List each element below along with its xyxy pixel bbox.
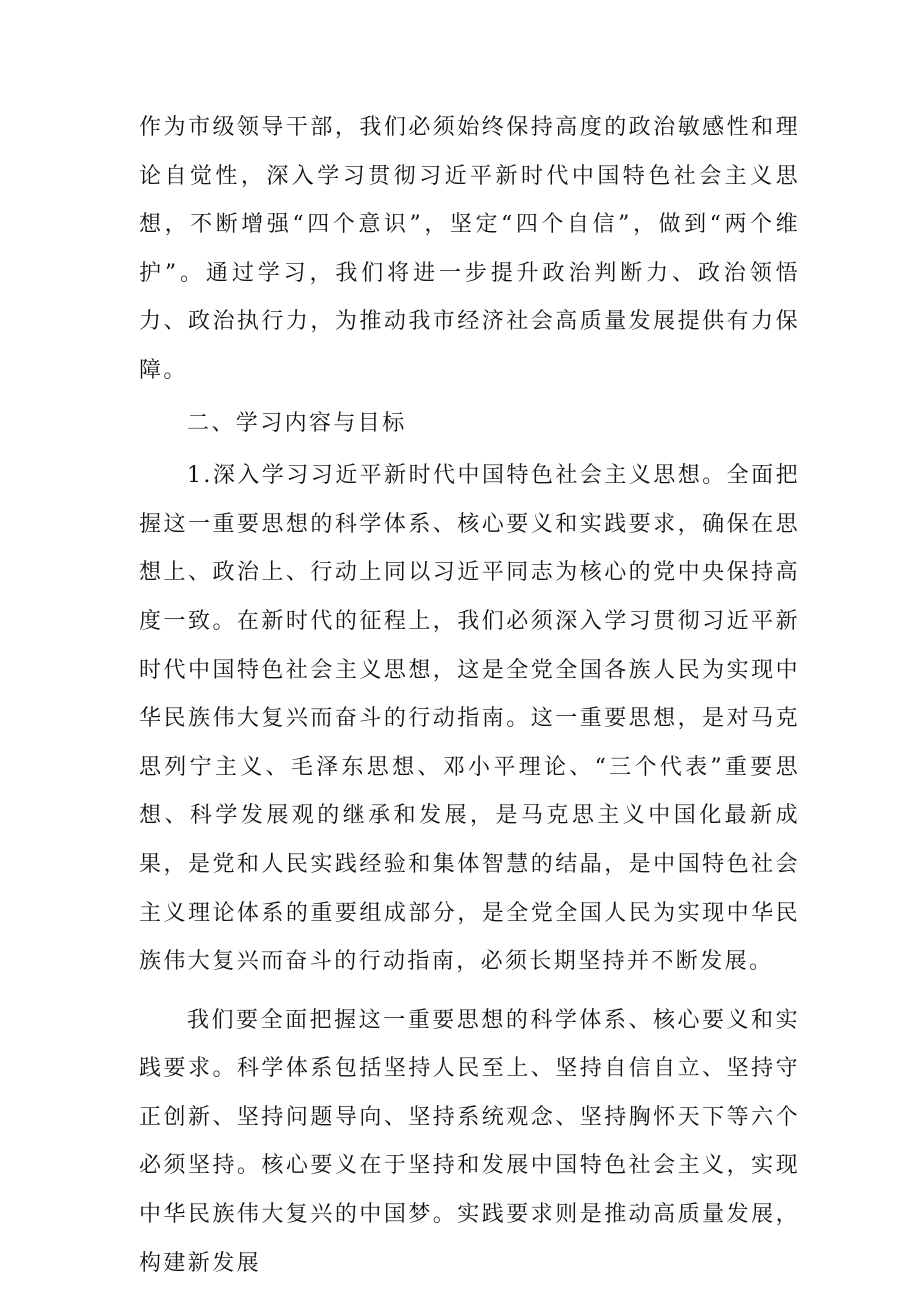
paragraph-scientific-system: 我们要全面把握这一重要思想的科学体系、核心要义和实践要求。科学体系包括坚持人民至上、坚持自信自立、坚持守正创新、坚持问题导向、坚持系统观念、坚持胸怀天下等六个必须坚持。核心要义在于坚持和发展中国特色社会主义，实现中华民族伟大复兴的中国梦。实践要求则是推动高质量发展，构建新发展 [139, 1007, 800, 1276]
section-heading: 二、学习内容与目标 [187, 410, 407, 436]
paragraph-continuation: 作为市级领导干部，我们必须始终保持高度的政治敏感性和理论自觉性，深入学习贯彻习近平新时代中国特色社会主义思想，不断增强“四个意识”，坚定“四个自信”，做到“两个维护”。通过学习，我们将进一步提升政治判断力、政治领悟力、政治执行力，为推动我市经济社会高质量发展提供有力保障。 [139, 115, 800, 383]
paragraph-study-content: 1.深入学习习近平新时代中国特色社会主义思想。全面把握这一重要思想的科学体系、核心要义和实践要求，确保在思想上、政治上、行动上同以习近平同志为核心的党中央保持高度一致。在新时代的征程上，我们必须深入学习贯彻习近平新时代中国特色社会主义思想，这是全党全国各族人民为实现中华民族伟大复兴而奋斗的行动指南。这一重要思想，是对马克思列宁主义、毛泽东思想、邓小平理论、“三个代表”重要思想、科学发展观的继承和发展，是马克思主义中国化最新成果，是党和人民实践经验和集体智慧的结晶，是中国特色社会主义理论体系的重要组成部分，是全党全国人民为实现中华民族伟大复兴而奋斗的行动指南，必须长期坚持并不断发展。 [139, 463, 800, 975]
